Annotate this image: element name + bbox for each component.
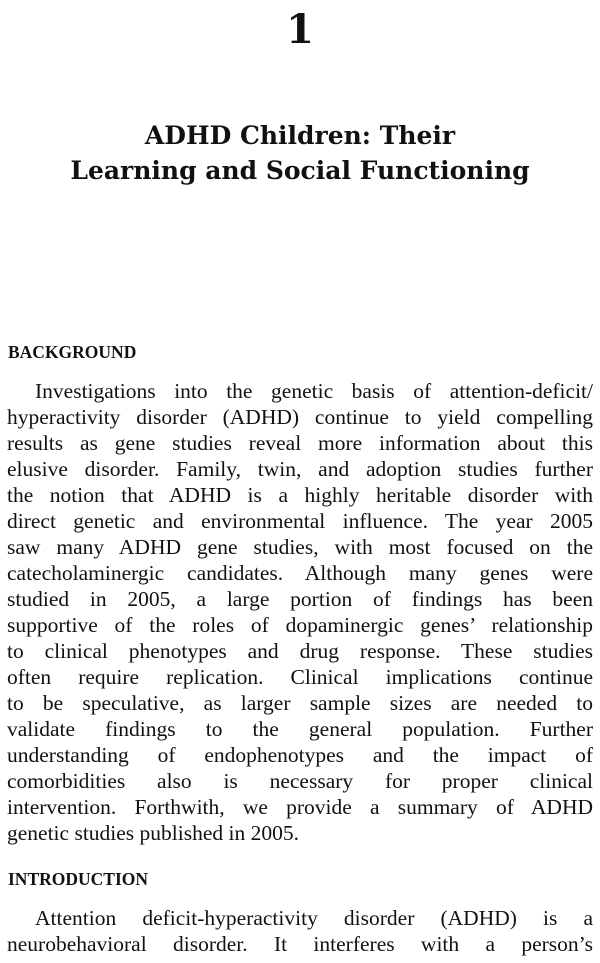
paragraph-line: to be speculative, as larger sample sizes are needed to <box>7 691 593 715</box>
paragraph-line: understanding of endophenotypes and the impact of <box>7 743 593 767</box>
paragraph-line: studied in 2005, a large portion of findings has been <box>7 587 593 611</box>
paragraph-line: hyperactivity disorder (ADHD) continue to yield compelling <box>7 405 593 429</box>
paragraph-line: the notion that ADHD is a highly heritable disorder with <box>7 483 593 507</box>
paragraph-line: comorbidities also is necessary for proper clinical <box>7 769 593 793</box>
paragraph-line: intervention. Forthwith, we provide a summary of ADHD <box>7 795 593 819</box>
paragraph-line: neurobehavioral disorder. It interferes with a person’s <box>7 932 593 956</box>
section-heading-introduction: INTRODUCTION <box>8 869 149 889</box>
paragraph-line: elusive disorder. Family, twin, and adoption studies further <box>7 457 593 481</box>
paragraph-line: saw many ADHD gene studies, with most focused on the <box>7 535 593 559</box>
paragraph-line: to clinical phenotypes and drug response. These studies <box>7 639 593 663</box>
paragraph-line: Attention deficit-hyperactivity disorder (ADHD) is a <box>35 906 593 930</box>
paragraph-line: validate findings to the general population. Further <box>7 717 593 741</box>
paragraph-line: Investigations into the genetic basis of attention-deficit/ <box>35 379 593 403</box>
chapter-title <box>0 118 600 188</box>
paragraph-line: catecholaminergic candidates. Although many genes were <box>7 561 593 585</box>
paragraph-line: direct genetic and environmental influence. The year 2005 <box>7 509 593 533</box>
section-heading-background: BACKGROUND <box>8 342 137 362</box>
paragraph-line: results as gene studies reveal more information about this <box>7 431 593 455</box>
paragraph-line: often require replication. Clinical implications continue <box>7 665 593 689</box>
paragraph-line: supportive of the roles of dopaminergic genes’ relationship <box>7 613 593 637</box>
paragraph-line: genetic studies published in 2005. <box>7 821 300 845</box>
chapter-title-line-1: ADHD Children: Their <box>144 121 456 150</box>
chapter-title-line-2: Learning and Social Functioning <box>70 156 530 185</box>
chapter-number: 1 <box>286 6 314 53</box>
